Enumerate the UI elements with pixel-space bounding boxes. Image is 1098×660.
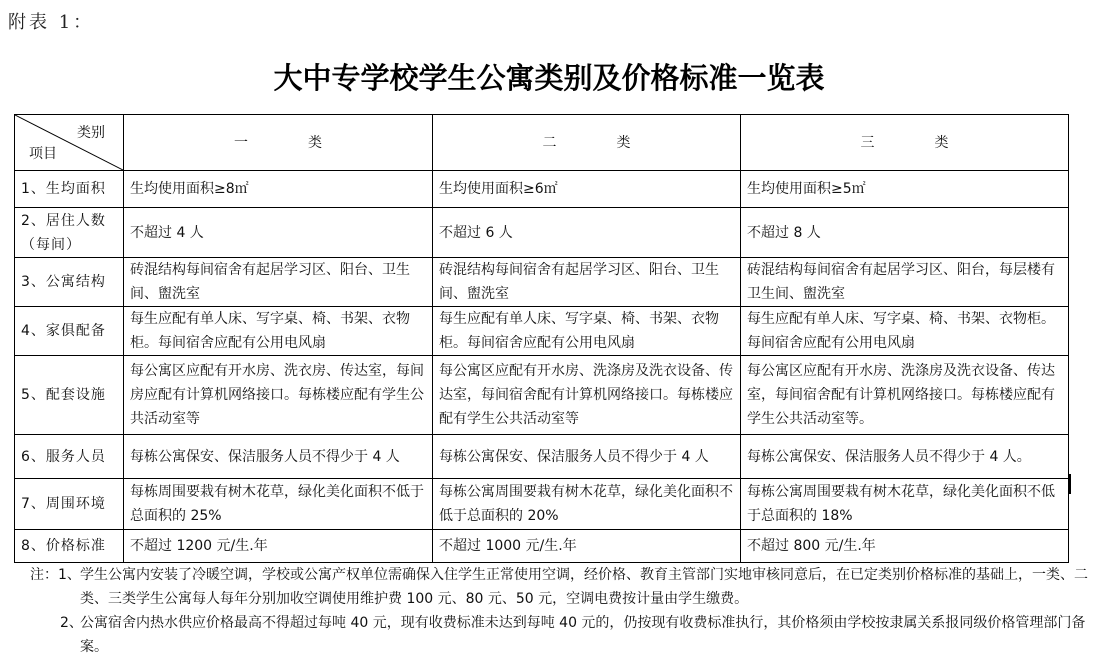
cell-category-2: 不超过 6 人	[433, 208, 741, 258]
row-item-label: 1、生均面积	[15, 171, 124, 208]
cell-category-1: 不超过 4 人	[124, 208, 433, 258]
table-row	[15, 530, 1069, 563]
note-prefix: 注：1、	[30, 567, 81, 583]
cell-category-1: 不超过 1200 元/生.年	[124, 530, 433, 563]
header-category-label: 类别	[77, 125, 105, 141]
cell-category-2: 不超过 1000 元/生.年	[433, 530, 741, 563]
row-item-label: 5、配套设施	[15, 356, 124, 435]
table-row	[15, 171, 1069, 208]
cell-category-1: 砖混结构每间宿舍有起居学习区、阳台、卫生间、盥洗室	[124, 258, 433, 307]
cell-category-1: 每公寓区应配有开水房、洗衣房、传达室，每间房应配有计算机网络接口。每栋楼应配有学生公共活动室等	[124, 356, 433, 435]
cell-category-2: 每栋公寓保安、保洁服务人员不得少于 4 人	[433, 435, 741, 479]
notes-section	[30, 563, 1090, 659]
row-item-label: 7、周围环境	[15, 479, 124, 530]
cell-category-3: 每栋公寓周围要栽有树木花草，绿化美化面积不低于总面积的 18%	[741, 479, 1069, 530]
cell-category-3: 每公寓区应配有开水房、洗涤房及洗衣设备、传达室，每间宿舍配有计算机网络接口。每栋楼应配有学生公共活动室等。	[741, 356, 1069, 435]
table-row	[15, 435, 1069, 479]
header-category-3: 三 类	[741, 115, 1069, 171]
cell-category-3: 不超过 800 元/生.年	[741, 530, 1069, 563]
cell-category-3: 每生应配有单人床、写字桌、椅、书架、衣物柜。每间宿舍应配有公用电风扇	[741, 307, 1069, 356]
cell-category-1: 每栋周围要栽有树木花草，绿化美化面积不低于总面积的 25%	[124, 479, 433, 530]
price-standard-table	[14, 114, 1069, 563]
diagonal-header-cell	[15, 115, 124, 171]
header-category-2: 二 类	[433, 115, 741, 171]
note-item	[30, 611, 1090, 659]
cell-category-3: 不超过 8 人	[741, 208, 1069, 258]
document-title: 大中专学校学生公寓类别及价格标准一览表	[273, 61, 825, 95]
text-cursor-icon	[1069, 474, 1071, 494]
note-prefix: 2、	[60, 615, 83, 631]
cell-category-3: 生均使用面积≥5㎡	[741, 171, 1069, 208]
cell-category-1: 每栋公寓保安、保洁服务人员不得少于 4 人	[124, 435, 433, 479]
cell-category-2: 每生应配有单人床、写字桌、椅、书架、衣物柜。每间宿舍应配有公用电风扇	[433, 307, 741, 356]
header-category-1: 一 类	[124, 115, 433, 171]
row-item-label: 4、家俱配备	[15, 307, 124, 356]
cell-category-1: 每生应配有单人床、写字桌、椅、书架、衣物柜。每间宿舍应配有公用电风扇	[124, 307, 433, 356]
row-item-label: 8、价格标准	[15, 530, 124, 563]
table-header-row	[15, 115, 1069, 171]
cell-category-3: 砖混结构每间宿舍有起居学习区、阳台，每层楼有卫生间、盥洗室	[741, 258, 1069, 307]
table-row	[15, 307, 1069, 356]
table-row	[15, 356, 1069, 435]
table-row	[15, 258, 1069, 307]
cell-category-2: 生均使用面积≥6㎡	[433, 171, 741, 208]
note-item	[30, 563, 1090, 611]
cell-category-1: 生均使用面积≥8㎡	[124, 171, 433, 208]
cell-category-2: 每公寓区应配有开水房、洗涤房及洗衣设备、传达室，每间宿舍配有计算机网络接口。每栋楼应配有学生公共活动室等	[433, 356, 741, 435]
row-item-label: 3、公寓结构	[15, 258, 124, 307]
row-item-label: 6、服务人员	[15, 435, 124, 479]
row-item-label: 2、居住人数（每间）	[15, 208, 124, 258]
note-text: 公寓宿舍内热水供应价格最高不得超过每吨 40 元，现有收费标准未达到每吨 40 元的，仍按现有收费标准执行，其价格须由学校按隶属关系报同级价格管理部门备案。	[80, 615, 1086, 655]
header-item-label: 项目	[29, 146, 57, 162]
cell-category-3: 每栋公寓保安、保洁服务人员不得少于 4 人。	[741, 435, 1069, 479]
table-row	[15, 208, 1069, 258]
cell-category-2: 砖混结构每间宿舍有起居学习区、阳台、卫生间、盥洗室	[433, 258, 741, 307]
note-text: 学生公寓内安装了冷暖空调，学校或公寓产权单位需确保入住学生正常使用空调，经价格、教育主管部门实地审核同意后，在已定类别价格标准的基础上，一类、二类、三类学生公寓每人每年分别加收空调使用维护费 100 元、80 元、50 元，空调电费按计量由学生缴费。	[80, 567, 1088, 607]
table-row	[15, 479, 1069, 530]
annex-label: 附表 1：	[8, 12, 95, 33]
cell-category-2: 每栋公寓周围要栽有树木花草，绿化美化面积不低于总面积的 20%	[433, 479, 741, 530]
